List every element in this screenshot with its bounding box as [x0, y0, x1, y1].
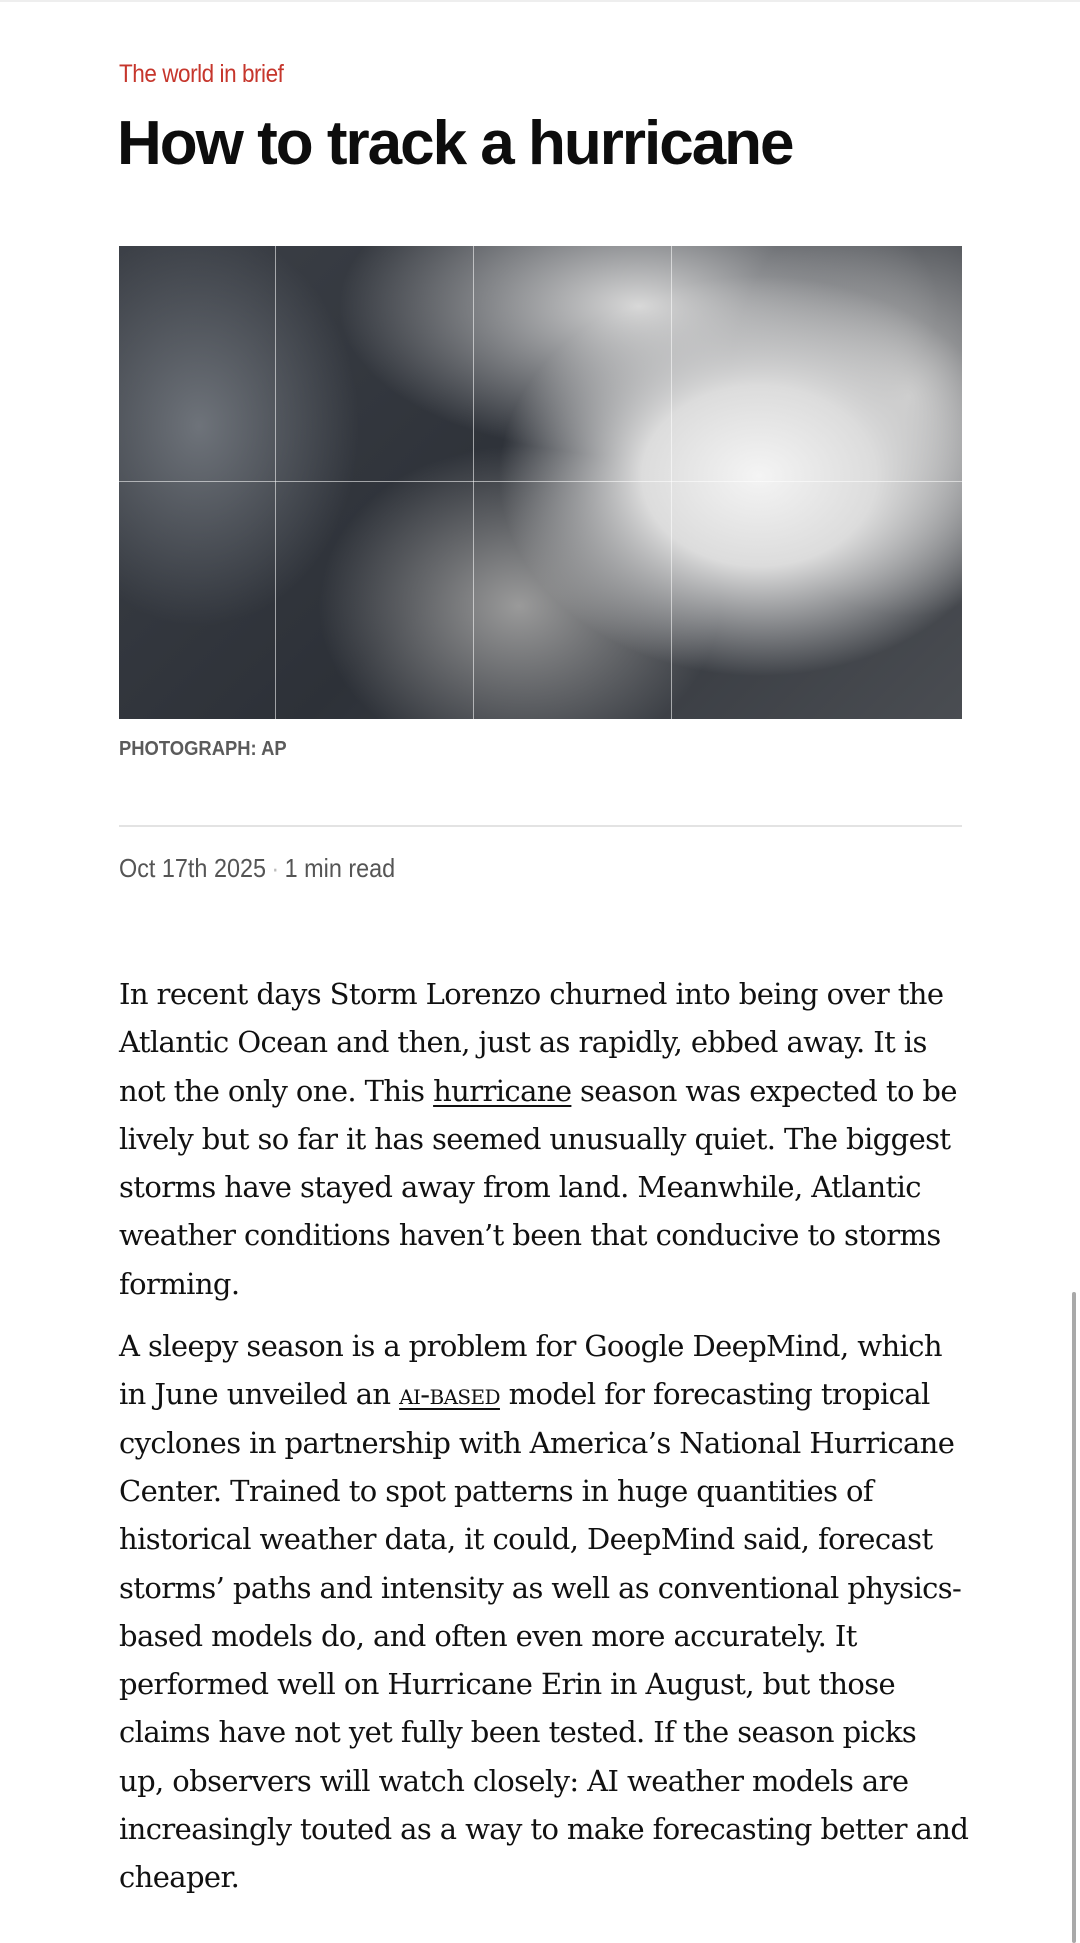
section-kicker[interactable]: The world in brief: [119, 60, 284, 88]
meta-separator: ·: [271, 853, 280, 883]
read-time: 1 min read: [284, 853, 396, 883]
hurricane-link[interactable]: hurricane: [433, 1073, 572, 1108]
divider: [119, 825, 962, 827]
image-caption: PHOTOGRAPH: AP: [119, 738, 287, 760]
paragraph: In recent days Storm Lorenzo churned into being over the Atlantic Ocean and then, just as rapidly, ebbed away. It is not the only one. This hurricane season was expected to be lively but so far it has seemed unusually quiet. The biggest storms have stayed away from land. Meanwhile, Atlantic weather conditions haven’t been that conducive to storms forming.: [119, 977, 957, 1301]
hurricane-satellite-photo: [119, 246, 962, 719]
top-border: [0, 0, 1080, 2]
ai-based-link[interactable]: ai-based: [399, 1377, 500, 1412]
article-body: [119, 970, 969, 1916]
publish-date: Oct 17th 2025: [119, 853, 267, 883]
paragraph: A sleepy season is a problem for Google DeepMind, which in June unveiled an ai-based model for forecasting tropical cyclones in partnership with America’s National Hurricane Center. Trained to spot patterns in huge quantities of historical weather data, it could, DeepMind said, forecast storms’ paths and intensity as well as conventional physics-based models do, and often even more accurately. It performed well on Hurricane Erin in August, but those claims have not yet fully been tested. If the season picks up, observers will watch closely: AI weather models are increasingly touted as a way to make forecasting better and cheaper.: [119, 1329, 969, 1895]
scrollbar[interactable]: [1072, 1292, 1076, 1943]
article-meta: [119, 853, 395, 884]
article-title: How to track a hurricane: [117, 109, 793, 178]
